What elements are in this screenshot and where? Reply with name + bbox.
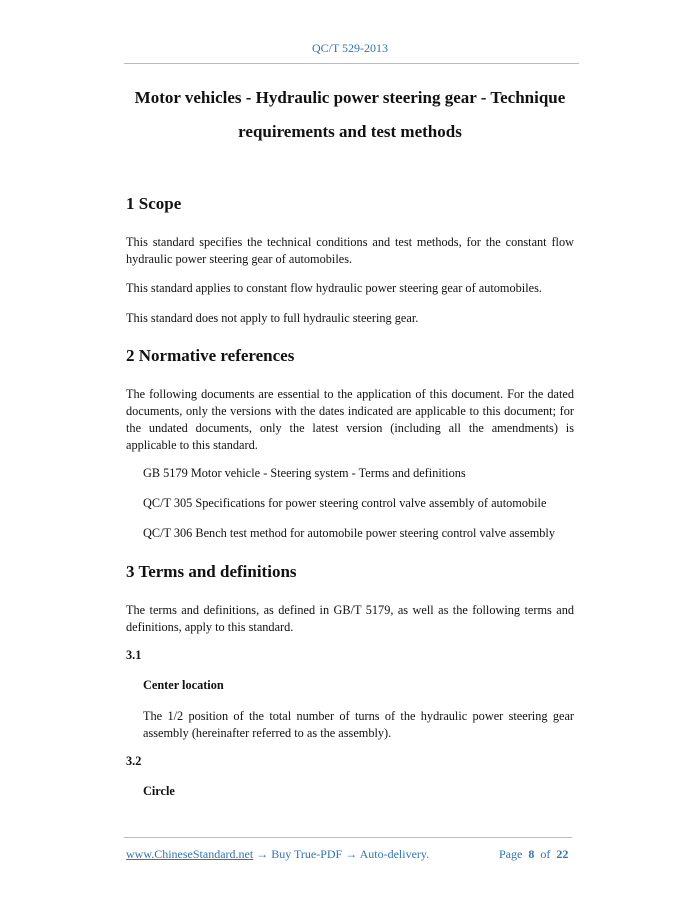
header-divider: [124, 63, 579, 64]
terms-intro-paragraph: The terms and definitions, as defined in GB/T 5179, as well as the following terms and definitions, apply to this standard.: [126, 603, 574, 634]
arrow-right-icon: →: [345, 847, 358, 861]
page-current-number: 8: [528, 847, 535, 861]
section-3-heading: 3 Terms and definitions: [126, 562, 297, 581]
scope-paragraph-2: This standard applies to constant flow hydraulic power steering gear of automobiles.: [126, 281, 542, 295]
normative-intro-paragraph: The following documents are essential to the application of this document. For the dated documents, only the versions with the dates indicated are applicable to this document; for the undated documents, only the latest version (including all the amendments) is applicable to this standard.: [126, 387, 574, 452]
arrow-right-icon: →: [256, 847, 269, 861]
page-label: Page: [499, 847, 523, 861]
title-line-1: Motor vehicles - Hydraulic power steering gear - Technique: [134, 88, 566, 107]
reference-item-qct305: QC/T 305 Specifications for power steering control valve assembly of automobile: [143, 496, 547, 510]
section-2-heading: 2 Normative references: [126, 346, 295, 365]
auto-delivery-text: Auto-delivery.: [359, 847, 430, 861]
term-number-3-1: 3.1: [126, 648, 142, 662]
section-1-heading: 1 Scope: [126, 194, 182, 213]
reference-item-qct306: QC/T 306 Bench test method for automobile power steering control valve assembly: [143, 526, 555, 540]
title-line-2: requirements and test methods: [238, 122, 462, 141]
term-title-circle: Circle: [143, 784, 175, 798]
term-title-center-location: Center location: [143, 678, 224, 692]
page-indicator: [499, 847, 568, 862]
footer-divider: [124, 837, 572, 838]
term-definition-center-location: The 1/2 position of the total number of turns of the hydraulic power steering gear assembly (hereinafter referred to as the assembly).: [143, 709, 574, 740]
footer-promo: [126, 847, 429, 862]
page-total-number: 22: [556, 847, 569, 861]
page-of-label: of: [540, 847, 551, 861]
document-code-header: QC/T 529-2013: [311, 41, 389, 55]
reference-item-gb5179: GB 5179 Motor vehicle - Steering system - Terms and definitions: [143, 466, 466, 480]
scope-paragraph-1: This standard specifies the technical conditions and test methods, for the constant flow hydraulic power steering gear of automobiles.: [126, 235, 574, 266]
document-title: [124, 81, 576, 149]
scope-paragraph-3: This standard does not apply to full hydraulic steering gear.: [126, 311, 419, 325]
term-number-3-2: 3.2: [126, 754, 142, 768]
buy-true-pdf-text: Buy True-PDF: [271, 847, 343, 861]
chinesestandard-link[interactable]: www.ChineseStandard.net: [126, 847, 254, 861]
